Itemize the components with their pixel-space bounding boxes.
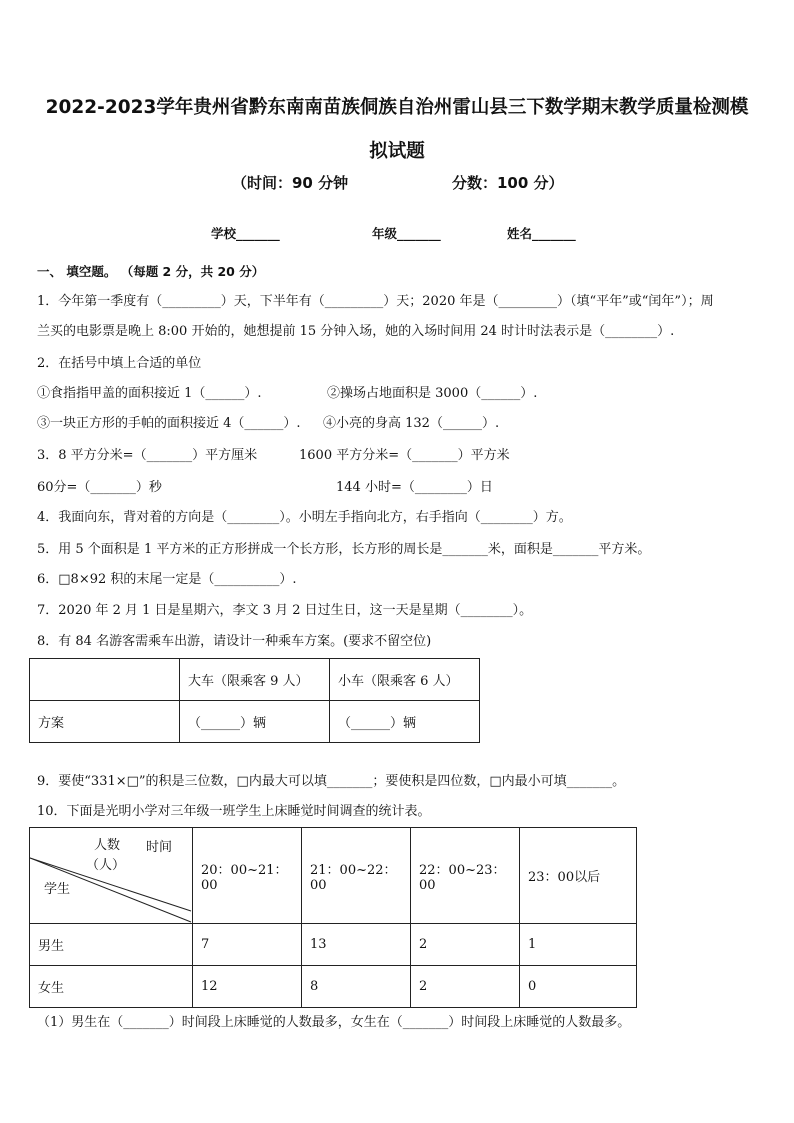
table-cell: 13 — [302, 924, 411, 966]
table-header-cell: 23：00以后 — [520, 828, 637, 924]
question-9: 9．要使“331×□”的积是三位数，□内最大可以填_______；要使积是四位数，□内最小可填_______。 — [37, 774, 626, 789]
question-3-c: 60分=（_______）秒 — [37, 480, 162, 495]
student-fields — [0, 224, 794, 244]
question-1-line-1: 1．今年第一季度有（_________）天，下半年有（_________）天；2020 年是（_________）（填“平年”或“闰年”）；周 — [37, 294, 714, 309]
question-8: 8．有 84 名游客需乘车出游，请设计一种乘车方案。(要求不留空位) — [37, 634, 432, 649]
title-line-1: 2022-2023学年贵州省黔东南南苗族侗族自治州雷山县三下数学期末教学质量检测模 — [45, 97, 749, 118]
question-5: 5．用 5 个面积是 1 平方米的正方形拼成一个长方形，长方形的周长是_______米，面积是_______平方米。 — [37, 542, 651, 557]
diag-label-people: 人数 — [94, 838, 121, 853]
question-2-d: ④小亮的身高 132（______）. — [323, 416, 500, 431]
school-field[interactable]: 学校_______ — [211, 226, 280, 241]
table-row — [30, 659, 480, 701]
table-row-label: 男生 — [30, 924, 193, 966]
question-3-b: 1600 平方分米=（_______）平方米 — [299, 448, 510, 463]
bus-plan-table — [29, 658, 480, 743]
table-cell: 12 — [193, 966, 302, 1008]
sleep-survey-table — [29, 827, 637, 1008]
question-4: 4．我面向东，背对着的方向是（________）。小明左手指向北方，右手指向（________）方。 — [37, 510, 572, 525]
section-heading: 一、 填空题。 （每题 2 分，共 20 分） — [37, 264, 265, 279]
table-cell: 7 — [193, 924, 302, 966]
question-2-c: ③一块正方形的手帕的面积接近 4（______）. — [37, 416, 301, 431]
name-field[interactable]: 姓名_______ — [507, 226, 576, 241]
question-7: 7．2020 年 2 月 1 日是星期六，李文 3 月 2 日过生日，这一天是星期（________）。 — [37, 603, 533, 618]
table-header-cell: 21：00~22：00 — [302, 828, 411, 924]
diag-label-unit: （人） — [86, 858, 126, 873]
page-title — [30, 86, 764, 174]
table-header-cell: 小车（限乘客 6 人） — [330, 659, 480, 701]
question-10: 10．下面是光明小学对三年级一班学生上床睡觉时间调查的统计表。 — [37, 804, 431, 819]
grade-field[interactable]: 年级_______ — [372, 226, 441, 241]
table-cell: 2 — [411, 924, 520, 966]
time-label: （时间：90 分钟 — [232, 174, 349, 192]
score-label: 分数：100 分） — [452, 174, 564, 192]
table-cell: 1 — [520, 924, 637, 966]
table-row — [30, 828, 637, 924]
table-row-label: 女生 — [30, 966, 193, 1008]
table-header-cell: 20：00~21：00 — [193, 828, 302, 924]
table-cell-answer[interactable]: （______）辆 — [180, 701, 330, 743]
question-1-line-2: 兰买的电影票是晚上 8:00 开始的，她想提前 15 分钟入场，她的入场时间用 24 时计时法表示是（________）. — [37, 324, 675, 339]
table-cell: 8 — [302, 966, 411, 1008]
table-header-cell: 22：00~23：00 — [411, 828, 520, 924]
question-10-1: （1）男生在（_______）时间段上床睡觉的人数最多，女生在（_______）时间段上床睡觉的人数最多。 — [37, 1015, 631, 1030]
table-row-label: 方案 — [30, 701, 180, 743]
title-line-2: 拟试题 — [369, 141, 425, 162]
diag-label-student: 学生 — [44, 882, 71, 897]
question-3-d: 144 小时=（________）日 — [336, 480, 493, 495]
exam-info — [0, 172, 794, 194]
question-3-a: 3．8 平方分米=（_______）平方厘米 — [37, 448, 258, 463]
table-row — [30, 924, 637, 966]
table-row — [30, 966, 637, 1008]
question-2-a: ①食指指甲盖的面积接近 1（______）. — [37, 386, 262, 401]
table-cell: 2 — [411, 966, 520, 1008]
question-2: 2．在括号中填上合适的单位 — [37, 356, 202, 371]
question-2-b: ②操场占地面积是 3000（______）. — [327, 386, 538, 401]
table-row — [30, 701, 480, 743]
table-header-cell: 大车（限乘客 9 人） — [180, 659, 330, 701]
table-cell-answer[interactable]: （______）辆 — [330, 701, 480, 743]
question-6: 6．□8×92 积的末尾一定是（__________）. — [37, 572, 297, 587]
table-corner-cell — [30, 659, 180, 701]
diagonal-header-cell — [30, 828, 193, 924]
diag-label-time: 时间 — [146, 840, 173, 855]
table-cell: 0 — [520, 966, 637, 1008]
